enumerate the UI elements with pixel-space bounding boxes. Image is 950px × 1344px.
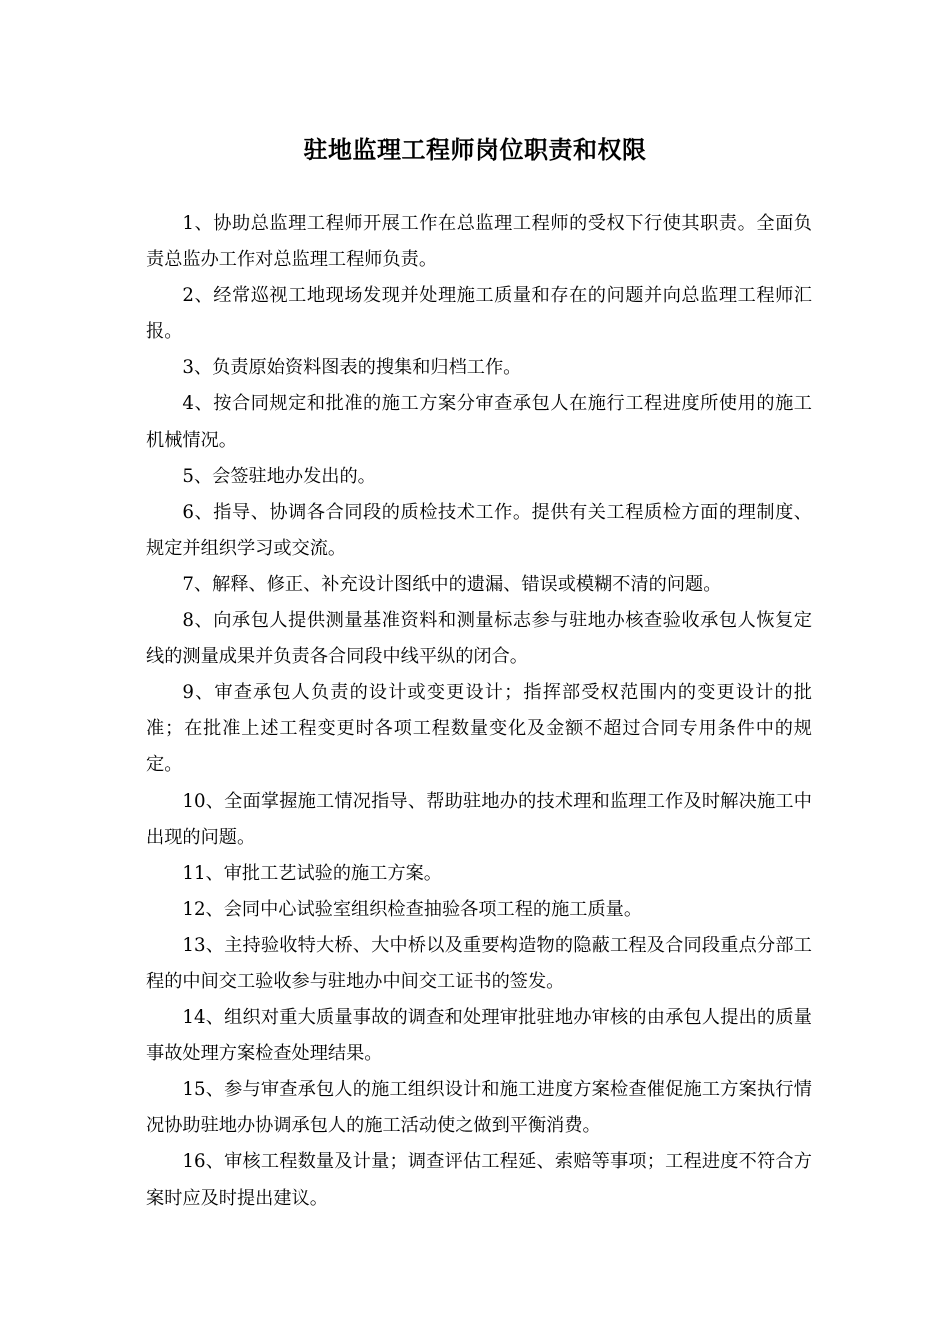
- paragraph-5: 5、会签驻地办发出的。: [182, 465, 376, 487]
- paragraph-8: 8、向承包人提供测量基准资料和测量标志参与驻地办核查验收承包人恢复定线的测量成果并负责各合同段中线平纵的闭合。: [146, 610, 812, 668]
- paragraph-1: 1、协助总监理工程师开展工作在总监理工程师的受权下行使其职责。全面负责总监办工作对总监理工程师负责。: [146, 213, 812, 271]
- paragraph-2: 2、经常巡视工地现场发现并处理施工质量和存在的问题并向总监理工程师汇报。: [146, 285, 812, 343]
- document-body: [146, 206, 812, 1217]
- paragraph-14: 14、组织对重大质量事故的调查和处理审批驻地办审核的由承包人提出的质量事故处理方案检查处理结果。: [146, 1007, 812, 1065]
- document-title: 驻地监理工程师岗位职责和权限: [303, 136, 647, 164]
- paragraph-6: 6、指导、协调各合同段的质检技术工作。提供有关工程质检方面的理制度、规定并组织学习或交流。: [146, 501, 812, 559]
- paragraph-12: 12、会同中心试验室组织检查抽验各项工程的施工质量。: [182, 898, 643, 920]
- paragraph-10: 10、全面掌握施工情况指导、帮助驻地办的技术理和监理工作及时解决施工中出现的问题。: [146, 790, 812, 848]
- paragraph-3: 3、负责原始资料图表的搜集和归档工作。: [182, 357, 522, 379]
- paragraph-11: 11、审批工艺试验的施工方案。: [182, 862, 442, 884]
- paragraph-4: 4、按合同规定和批准的施工方案分审查承包人在施行工程进度所使用的施工机械情况。: [146, 393, 812, 451]
- paragraph-9: 9、审查承包人负责的设计或变更设计；指挥部受权范围内的变更设计的批准；在批准上述工程变更时各项工程数量变化及金额不超过合同专用条件中的规定。: [146, 682, 812, 776]
- paragraph-15: 15、参与审查承包人的施工组织设计和施工进度方案检查催促施工方案执行情况协助驻地办协调承包人的施工活动使之做到平衡消费。: [146, 1079, 812, 1137]
- paragraph-13: 13、主持验收特大桥、大中桥以及重要构造物的隐蔽工程及合同段重点分部工程的中间交工验收参与驻地办中间交工证书的签发。: [146, 934, 812, 992]
- paragraph-16: 16、审核工程数量及计量；调查评估工程延、索赔等事项；工程进度不符合方案时应及时提出建议。: [146, 1151, 812, 1209]
- paragraph-7: 7、解释、修正、补充设计图纸中的遗漏、错误或模糊不清的问题。: [182, 573, 722, 595]
